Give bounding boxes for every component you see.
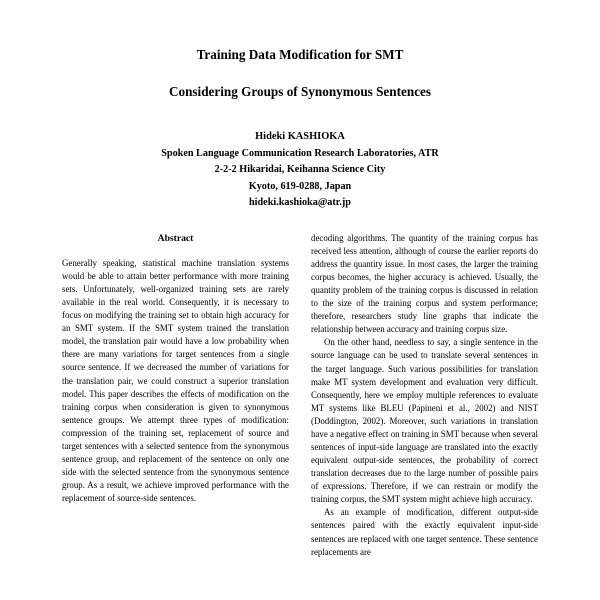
body-columns: [62, 232, 538, 559]
body-paragraph: As an example of modification, different output-side sentences paired with the exactly equivalent input-side sentences are replaced with one target sentence. These sentence replacements are: [311, 507, 538, 557]
page-title: Training Data Modification for SMT: [196, 47, 404, 62]
body-paragraph: decoding algorithms. The quantity of the training corpus has received less attention, although of course the earlier reports do address the quantity issue. In most cases, the larger the training corpus becomes, the higher accuracy is achieved. Usually, the quantity problem of the training corpus is discussed in relation to the size of the training corpus and system performance; therefore, researchers study line graphs that indicate the relationship between accuracy and training corpus size.: [311, 232, 538, 335]
affiliation-line-1: Spoken Language Communication Research Laboratories, ATR: [161, 147, 439, 159]
page-subtitle: Considering Groups of Synonymous Sentences: [168, 83, 432, 99]
body-paragraph: On the other hand, needless to say, a single sentence in the source language can be used to translate several sentences in the target language. Such various possibilities for translation make MT system development and evaluation very difficult. Consequently, here we employ multiple references to evaluate MT systems like BLEU (Papineni et al., 2002) and NIST (Doddington, 2002). Moreover, such variations in translation have a negative effect on training in SMT because when several sentences of input-side language are translated into the exactly equivalent output-side sentences, the probability of correct translation decreases due to the large number of possible pairs of expressions. Therefore, if we can restrain or modify the training corpus, the SMT system might achieve high accuracy.: [311, 337, 538, 505]
author-email: hideki.kashioka@atr.jp: [249, 197, 351, 209]
affiliation-line-3: Kyoto, 619-0288, Japan: [248, 180, 352, 192]
author-name: Hideki KASHIOKA: [255, 130, 345, 142]
left-column: [62, 232, 289, 559]
author-block: [62, 129, 538, 212]
affiliation-line-2: 2-2-2 Hikaridai, Keihanna Science City: [214, 164, 386, 176]
right-column: [311, 232, 538, 559]
abstract-heading: Abstract: [157, 232, 194, 244]
abstract-paragraph: Generally speaking, statistical machine translation systems would be able to attain better performance with more training sets. Unfortunately, well-organized training sets are rarely available in the real world. Consequently, it is necessary to focus on modifying the training set to obtain high accuracy for an SMT system. If the SMT system trained the translation model, the translation pair would have a low probability when there are many variations for target sentences from a single source sentence. If we decreased the number of variations for the translation pair, we could construct a superior translation model. This paper describes the effects of modification on the training corpus when consideration is given to synonymous sentence groups. We attempt three types of modification: compression of the training set, replacement of source and target sentences with a selected sentence from the synonymous sentence group, and replacement of the sentence on only one side with the selected sentence from the synonymous sentence group. As a result, we achieve improved performance with the replacement of source-side sentences.: [62, 257, 289, 504]
